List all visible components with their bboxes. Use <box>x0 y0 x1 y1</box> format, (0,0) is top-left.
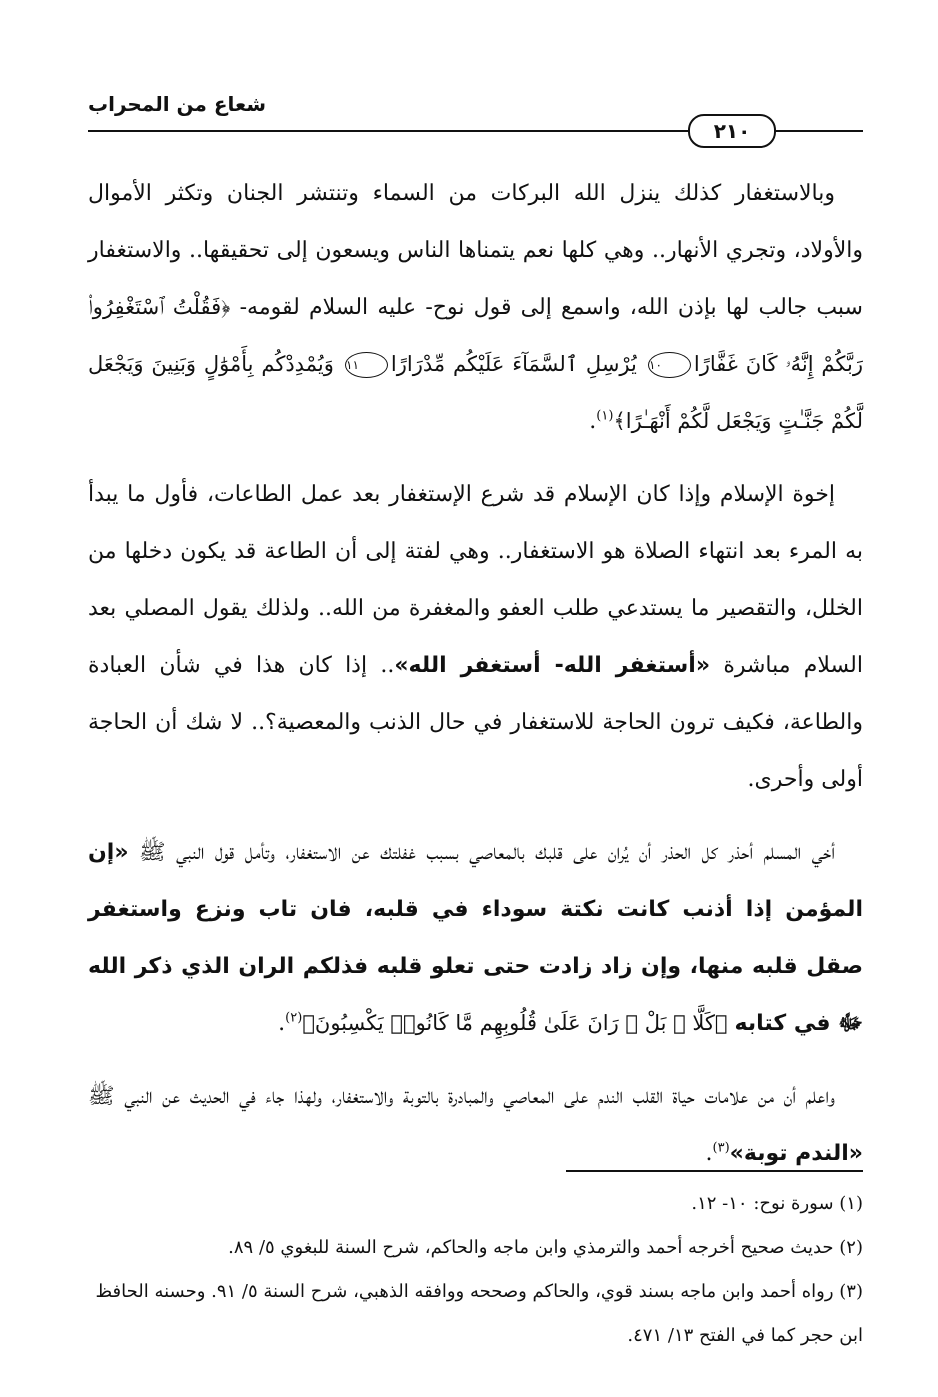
paragraph-text: واعلم أن من علامات حياة القلب الندم على المعاصي والمبادرة بالتوبة والاستغفار، ولهذا جاء في الحديث عن النبي ﷺ <box>88 1084 835 1109</box>
header-rule-right <box>774 130 863 132</box>
paragraph-text: أخي المسلم أحذر كل الحذر أن يُران على قلبك بالمعاصي بسبب غفلتك عن الاستغفار، وتأمل قول النبي ﷺ <box>139 840 835 865</box>
paragraph-text: .. إذا كان هذا في شأن العبادة والطاعة، فكيف ترون الحاجة للاستغفار في حال الذنب والمعصية؟.. لا شك أن الحاجة أولى وأحرى. <box>88 653 863 792</box>
footnote-2: (٢) حديث صحيح أخرجه أحمد والترمذي وابن ماجه والحاكم، شرح السنة للبغوي ٥/ ٨٩. <box>228 1237 863 1258</box>
ayah-number-marker: ١١ <box>345 352 388 378</box>
header-rule-left <box>88 130 688 132</box>
quran-verse: ﴿فَقُلْتُ ٱسْتَغْفِرُوا۟ رَبَّكُمْ إِنَّهُۥ كَانَ غَفَّارًا <box>88 295 863 376</box>
quran-verse: وَيُمْدِدْكُم بِأَمْوَٰلٍ وَبَنِينَ وَيَجْعَل لَّكُمْ جَنَّـٰتٍ وَيَجْعَل لَّكُمْ أَنْهَـٰرًا﴾ <box>88 352 863 433</box>
main-text <box>88 165 863 1198</box>
paragraph-end: . <box>705 1141 713 1166</box>
footnote-reference: (٢) <box>285 1010 303 1026</box>
paragraph-istighfar-after-prayer <box>88 466 863 808</box>
running-book-title: شعاع من المحراب <box>88 92 267 116</box>
ayah-number-marker: ١٠ <box>648 352 691 378</box>
hadith-quote: «الندم توبة» <box>729 1141 863 1166</box>
quran-verse: يُرْسِلِ ٱلسَّمَآءَ عَلَيْكُم مِّدْرَارًا <box>390 352 637 376</box>
paragraph-text: وبالاستغفار كذلك ينزل الله البركات من السماء وتنتشر الجنان وتكثر الأموال والأولاد، وتجري الأنهار.. وهي كلها نعم يتمناها الناس ويسعون إلى تحقيقها.. والاستغفار سبب جالب لها بإذن الله، واسمع إلى قول نوح- عليه السلام لقومه- <box>88 181 863 320</box>
paragraph-istighfar-blessings <box>88 165 863 450</box>
paragraph-end: . <box>278 1011 286 1036</box>
footnote-reference: (٣) <box>712 1140 730 1156</box>
footnote-3: (٣) رواه أحمد وابن ماجه بسند قوي، والحاكم وصححه ووافقه الذهبي، شرح السنة ٥/ ٩١. وحسنه الحافظ ابن حجر كما في الفتح ١٣/ ٤٧١. <box>95 1281 863 1346</box>
paragraph-end: . <box>589 409 597 434</box>
footnotes <box>88 1182 863 1358</box>
bold-quote: «أستغفر الله- أستغفر الله» <box>394 653 711 678</box>
paragraph-text: إخوة الإسلام وإذا كان الإسلام قد شرع الإستغفار بعد عمل الطاعات، فأول ما يبدأ به المرء بعد انتهاء الصلاة هو الاستغفار.. وهي لفتة إلى أن الطاعة قد يكون دخلها من الخلل، والتقصير ما يستدعي طلب العفو والمغفرة من الله.. ولذلك يقول المصلي بعد السلام مباشرة <box>88 482 863 678</box>
footnote-1: (١) سورة نوح: ١٠- ١٢. <box>691 1193 863 1214</box>
quran-verse: ﴿كَلَّا ۖ بَلْ ۜ رَانَ عَلَىٰ قُلُوبِهِم مَّا كَانُوا۟ يَكْسِبُونَ﴾ <box>302 1011 728 1035</box>
page-number: ٢١٠ <box>688 114 776 148</box>
paragraph-regret <box>88 1068 863 1182</box>
paragraph-heart-rust <box>88 824 863 1052</box>
hadith-quote: «إن المؤمن إذا أذنب كانت نكتة سوداء في قلبه، فان تاب ونزع واستغفر صقل قلبه منها، وإن زاد زادت حتى تعلو قلبه فذلكم الران الذي ذكر الله ﷻ في كتابه <box>88 840 863 1036</box>
page-header <box>88 92 863 152</box>
footnote-separator <box>566 1170 863 1172</box>
footnote-reference: (١) <box>596 408 614 424</box>
